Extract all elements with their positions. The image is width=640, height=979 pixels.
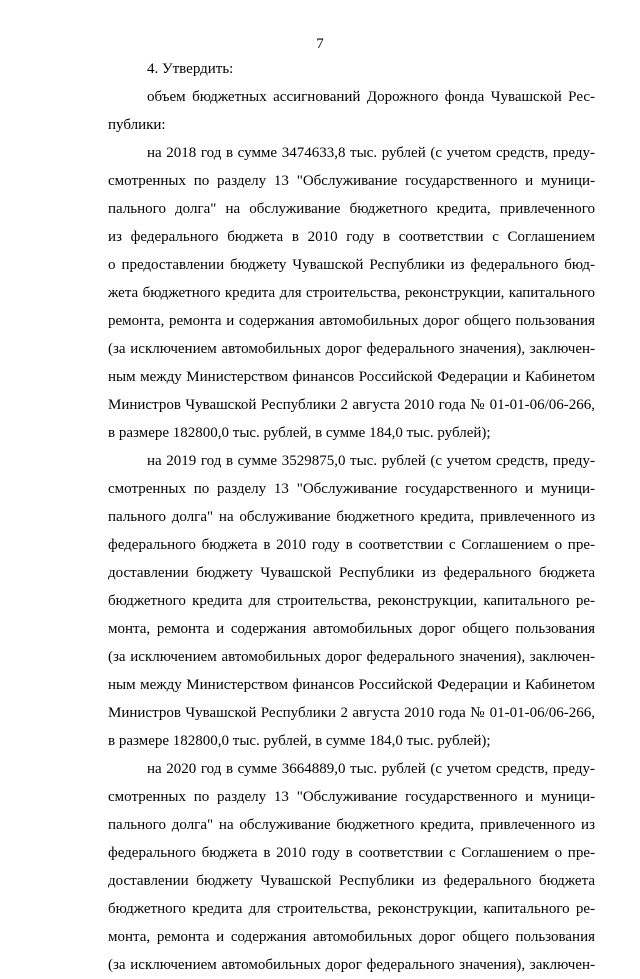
text-line: смотренных по разделу 13 "Обслуживание государственного и муници-: [108, 481, 595, 497]
document-body: [108, 55, 595, 979]
text-line: публики:: [108, 117, 166, 133]
text-line: (за исключением автомобильных дорог федерального значения), заключен-: [108, 341, 595, 357]
text-line: объем бюджетных ассигнований Дорожного фонда Чувашской Рес-: [147, 89, 595, 105]
text-line: монта, ремонта и содержания автомобильных дорог общего пользования: [108, 621, 595, 637]
text-line: доставлении бюджету Чувашской Республики из федерального бюджета: [108, 873, 595, 889]
text-line: ным между Министерством финансов Российской Федерации и Кабинетом: [108, 677, 595, 693]
text-line: Министров Чувашской Республики 2 августа 2010 года № 01-01-06/06-266,: [108, 397, 595, 413]
text-line: в размере 182800,0 тыс. рублей, в сумме 184,0 тыс. рублей);: [108, 733, 491, 749]
text-line: ремонта, ремонта и содержания автомобильных дорог общего пользования: [108, 313, 595, 329]
text-line: в размере 182800,0 тыс. рублей, в сумме 184,0 тыс. рублей);: [108, 425, 491, 441]
text-line: на 2020 год в сумме 3664889,0 тыс. рублей (с учетом средств, преду-: [147, 761, 595, 777]
text-line: бюджетного кредита для строительства, реконструкции, капитального ре-: [108, 593, 595, 609]
text-line: 4. Утвердить:: [147, 61, 234, 77]
text-line: жета бюджетного кредита для строительства, реконструкции, капитального: [108, 285, 595, 301]
text-line: пального долга" на обслуживание бюджетного кредита, привлеченного из: [108, 817, 595, 833]
text-line: (за исключением автомобильных дорог федерального значения), заключен-: [108, 957, 595, 973]
page-number: 7: [316, 36, 324, 52]
text-line: смотренных по разделу 13 "Обслуживание государственного и муници-: [108, 173, 595, 189]
text-line: федерального бюджета в 2010 году в соответствии с Соглашением о пре-: [108, 537, 595, 553]
text-line: (за исключением автомобильных дорог федерального значения), заключен-: [108, 649, 595, 665]
text-line: о предоставлении бюджету Чувашской Республики из федерального бюд-: [108, 257, 595, 273]
text-line: пального долга" на обслуживание бюджетного кредита, привлеченного из: [108, 509, 595, 525]
text-line: Министров Чувашской Республики 2 августа 2010 года № 01-01-06/06-266,: [108, 705, 595, 721]
text-line: доставлении бюджету Чувашской Республики из федерального бюджета: [108, 565, 595, 581]
text-line: из федерального бюджета в 2010 году в соответствии с Соглашением: [108, 229, 595, 245]
text-line: федерального бюджета в 2010 году в соответствии с Соглашением о пре-: [108, 845, 595, 861]
text-line: монта, ремонта и содержания автомобильных дорог общего пользования: [108, 929, 595, 945]
text-line: на 2018 год в сумме 3474633,8 тыс. рублей (с учетом средств, преду-: [147, 145, 595, 161]
text-line: ным между Министерством финансов Российской Федерации и Кабинетом: [108, 369, 595, 385]
text-line: бюджетного кредита для строительства, реконструкции, капитального ре-: [108, 901, 595, 917]
text-line: пального долга" на обслуживание бюджетного кредита, привлеченного: [108, 201, 595, 217]
text-line: на 2019 год в сумме 3529875,0 тыс. рублей (с учетом средств, преду-: [147, 453, 595, 469]
text-line: смотренных по разделу 13 "Обслуживание государственного и муници-: [108, 789, 595, 805]
